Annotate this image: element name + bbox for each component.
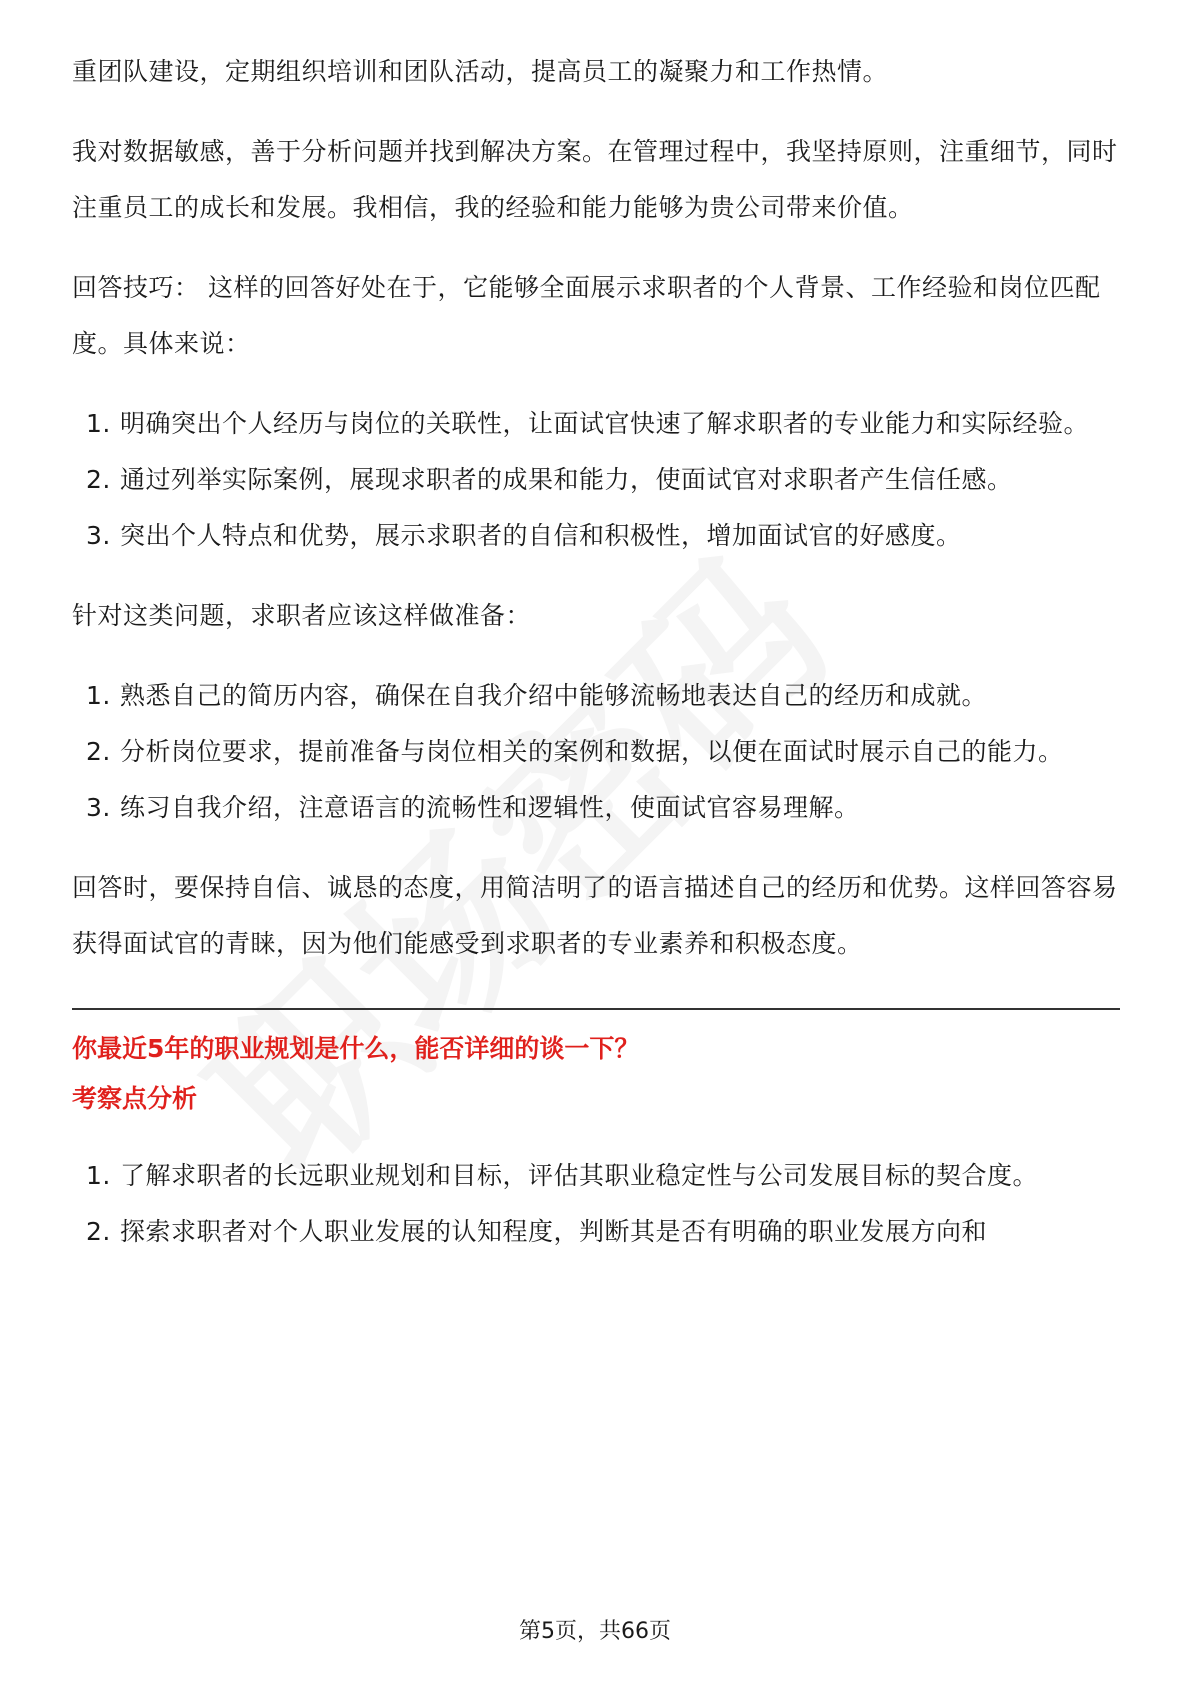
list-item-text: 探索求职者对个人职业发展的认知程度，判断其是否有明确的职业发展方向和 <box>120 1217 988 1246</box>
list-item-number: 2. <box>86 737 111 766</box>
list-item-text: 了解求职者的长远职业规划和目标，评估其职业稳定性与公司发展目标的契合度。 <box>120 1161 1039 1190</box>
list-item-number: 1. <box>86 409 111 438</box>
question-heading: 你最近5年的职业规划是什么，能否详细的谈一下？ <box>72 1034 640 1063</box>
page-number-footer: 第5页，共66页 <box>519 1619 671 1644</box>
list-item <box>72 396 1120 452</box>
list-item-text: 熟悉自己的简历内容，确保在自我介绍中能够流畅地表达自己的经历和成就。 <box>120 681 988 710</box>
list-item <box>72 668 1120 724</box>
preparation-list <box>72 668 1120 836</box>
list-item-number: 2. <box>86 1217 111 1246</box>
list-item-text: 分析岗位要求，提前准备与岗位相关的案例和数据，以便在面试时展示自己的能力。 <box>120 737 1064 766</box>
list-item-text: 练习自我介绍，注意语言的流畅性和逻辑性，使面试官容易理解。 <box>120 793 860 822</box>
list-item <box>72 1148 1120 1204</box>
paragraph-team-building: 重团队建设，定期组织培训和团队活动，提高员工的凝聚力和工作热情。 <box>72 57 889 86</box>
document-page <box>72 44 1120 1260</box>
list-item <box>72 452 1120 508</box>
list-item <box>72 508 1120 564</box>
analysis-list <box>72 1148 1120 1260</box>
list-item-number: 3. <box>86 521 111 550</box>
analysis-heading: 考察点分析 <box>72 1084 198 1113</box>
list-item-text: 明确突出个人经历与岗位的关联性，让面试官快速了解求职者的专业能力和实际经验。 <box>120 409 1090 438</box>
list-item <box>72 724 1120 780</box>
paragraph-preparation: 针对这类问题，求职者应该这样做准备： <box>72 601 532 630</box>
list-item <box>72 1204 1120 1260</box>
tips-list <box>72 396 1120 564</box>
paragraph-data-sensitivity: 我对数据敏感，善于分析问题并找到解决方案。在管理过程中，我坚持原则，注重细节，同时注重员工的成长和发展。我相信，我的经验和能力能够为贵公司带来价值。 <box>72 137 1118 222</box>
list-item-text: 突出个人特点和优势，展示求职者的自信和积极性，增加面试官的好感度。 <box>120 521 962 550</box>
list-item-number: 1. <box>86 681 111 710</box>
section-divider <box>72 1008 1120 1010</box>
list-item-text: 通过列举实际案例，展现求职者的成果和能力，使面试官对求职者产生信任感。 <box>120 465 1013 494</box>
paragraph-conclusion: 回答时，要保持自信、诚恳的态度，用简洁明了的语言描述自己的经历和优势。这样回答容易获得面试官的青睐，因为他们能感受到求职者的专业素养和积极态度。 <box>72 873 1118 958</box>
list-item-number: 3. <box>86 793 111 822</box>
paragraph-answer-tips: 回答技巧： 这样的回答好处在于，它能够全面展示求职者的个人背景、工作经验和岗位匹配度。具体来说： <box>72 273 1101 358</box>
list-item-number: 2. <box>86 465 111 494</box>
list-item-number: 1. <box>86 1161 111 1190</box>
list-item <box>72 780 1120 836</box>
